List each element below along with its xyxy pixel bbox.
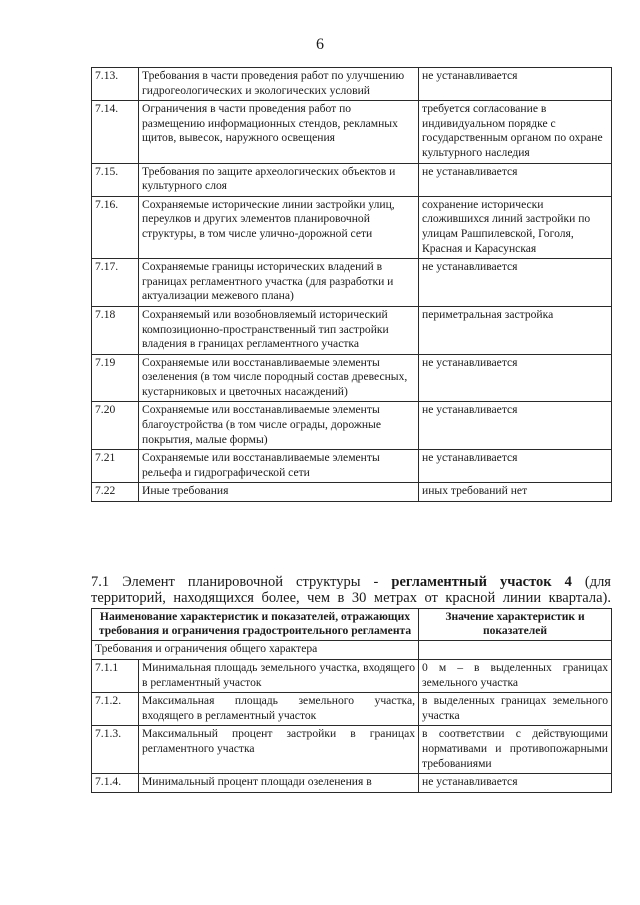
row-value-cell: периметральная застройка [419, 306, 612, 354]
row-number-cell: 7.1.1 [92, 660, 139, 693]
row-value-cell: не устанавливается [419, 774, 612, 793]
table-row [92, 306, 612, 354]
header-value-cell: Значение характеристик и показателей [419, 609, 612, 641]
row-name-cell: Требования по защите археологических объектов и культурного слоя [139, 163, 419, 196]
table-header-row [92, 609, 612, 641]
row-name-cell: Сохраняемые границы исторических владений в границах регламентного участка (для разработки и актуализации межевого плана) [139, 259, 419, 307]
row-value-cell: не устанавливается [419, 163, 612, 196]
row-number-cell: 7.1.3. [92, 726, 139, 774]
section-heading-bold: регламентный участок 4 [391, 574, 572, 590]
row-name-cell: Минимальный процент площади озеленения в [139, 774, 419, 793]
section-heading [91, 574, 611, 606]
table-row [92, 163, 612, 196]
table-row [92, 354, 612, 402]
row-value-cell: иных требований нет [419, 483, 612, 502]
table-row [92, 402, 612, 450]
table-row [92, 483, 612, 502]
row-value-cell: в выделенных границах земельного участка [419, 693, 612, 726]
row-value-cell: не устанавливается [419, 68, 612, 101]
row-number-cell: 7.17. [92, 259, 139, 307]
row-value-cell: 0 м – в выделенных границах земельного участка [419, 660, 612, 693]
subheader-empty-cell [419, 641, 612, 660]
row-name-cell: Иные требования [139, 483, 419, 502]
row-number-cell: 7.18 [92, 306, 139, 354]
table-row [92, 259, 612, 307]
table-row [92, 68, 612, 101]
row-value-cell: не устанавливается [419, 259, 612, 307]
row-name-cell: Максимальная площадь земельного участка, входящего в регламентный участок [139, 693, 419, 726]
table-row [92, 196, 612, 258]
row-value-cell: сохранение исторически сложившихся линий застройки по улицам Рашпилевской, Гоголя, Красная и Карасунская [419, 196, 612, 258]
row-name-cell: Максимальный процент застройки в границах регламентного участка [139, 726, 419, 774]
table-row [92, 726, 612, 774]
section-heading-line-1 [91, 574, 611, 606]
table-subheader-row [92, 641, 612, 660]
table-row [92, 693, 612, 726]
row-number-cell: 7.13. [92, 68, 139, 101]
table-row [92, 774, 612, 793]
row-name-cell: Сохраняемые или восстанавливаемые элементы благоустройства (в том числе ограды, дорожные покрытия, малые формы) [139, 402, 419, 450]
row-name-cell: Минимальная площадь земельного участка, входящего в регламентный участок [139, 660, 419, 693]
row-number-cell: 7.16. [92, 196, 139, 258]
subheader-cell: Требования и ограничения общего характера [92, 641, 419, 660]
table-row [92, 450, 612, 483]
row-number-cell: 7.14. [92, 101, 139, 163]
row-value-cell: требуется согласование в индивидуальном порядке с государственным органом по охране культурного наследия [419, 101, 612, 163]
row-name-cell: Требования в части проведения работ по улучшению гидрогеологических и экологических условий [139, 68, 419, 101]
row-name-cell: Сохраняемые или восстанавливаемые элементы озеленения (в том числе породный состав древесных, кустарниковых и цветочных насаждений) [139, 354, 419, 402]
row-name-cell: Ограничения в части проведения работ по размещению информационных стендов, рекламных щитов, вывесок, наружного освещения [139, 101, 419, 163]
section-heading-rest: (для территорий, находящихся более, чем в 30 метрах от красной линии квартала). [91, 574, 611, 606]
table-row [92, 101, 612, 163]
row-value-cell: не устанавливается [419, 354, 612, 402]
regulation-table-lower-body [92, 660, 612, 793]
row-name-cell: Сохраняемый или возобновляемый исторический композиционно-пространственный тип застройки владения в границах регламентного участка [139, 306, 419, 354]
row-value-cell: в соответствии с действующими нормативами и противопожарными требованиями [419, 726, 612, 774]
row-number-cell: 7.19 [92, 354, 139, 402]
row-number-cell: 7.21 [92, 450, 139, 483]
row-number-cell: 7.1.2. [92, 693, 139, 726]
table-row [92, 660, 612, 693]
regulation-table-upper-body [92, 68, 612, 502]
row-number-cell: 7.1.4. [92, 774, 139, 793]
row-name-cell: Сохраняемые или восстанавливаемые элементы рельефа и гидрографической сети [139, 450, 419, 483]
row-number-cell: 7.15. [92, 163, 139, 196]
regulation-table-upper [91, 67, 612, 502]
row-number-cell: 7.20 [92, 402, 139, 450]
row-value-cell: не устанавливается [419, 402, 612, 450]
row-value-cell: не устанавливается [419, 450, 612, 483]
regulation-table-lower [91, 608, 612, 793]
section-heading-lead: 7.1 Элемент планировочной структуры - [91, 574, 392, 590]
row-number-cell: 7.22 [92, 483, 139, 502]
page-number: 6 [316, 36, 324, 53]
row-name-cell: Сохраняемые исторические линии застройки улиц, переулков и других элементов планировочной структуры, в том числе улично-дорожной сети [139, 196, 419, 258]
header-name-cell: Наименование характеристик и показателей, отражающих требования и ограничения градостроительного регламента [92, 609, 419, 641]
